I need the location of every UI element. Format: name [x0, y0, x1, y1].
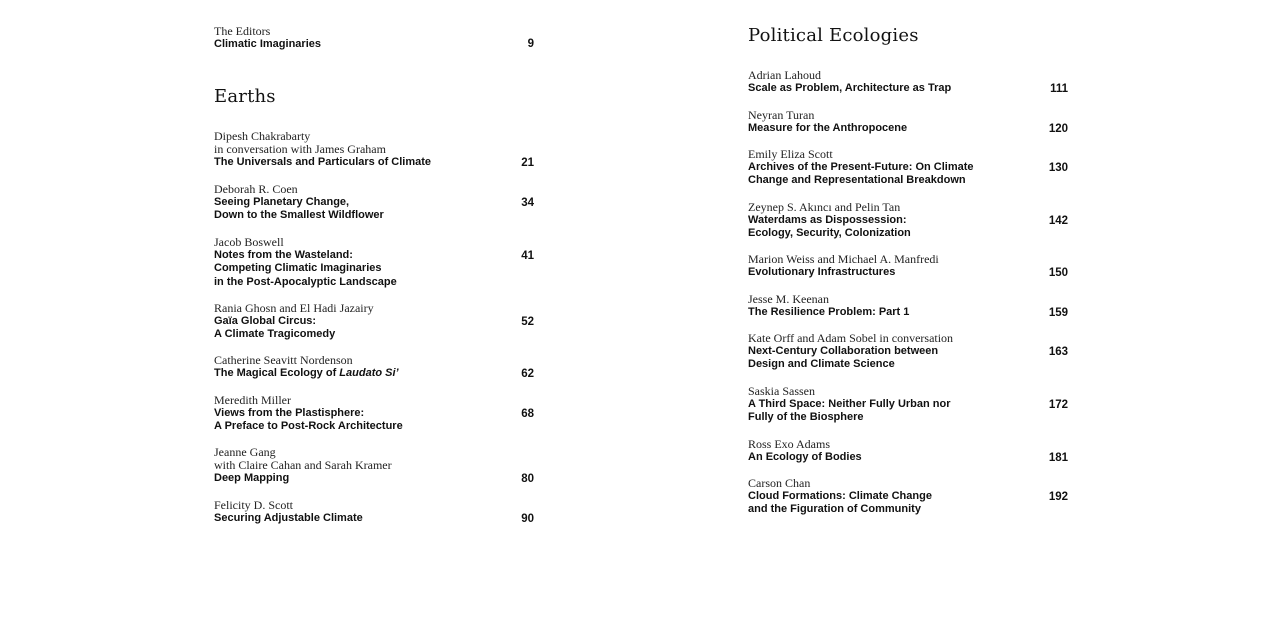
- toc-entry[interactable]: [214, 183, 534, 223]
- toc-entry[interactable]: [748, 69, 1068, 95]
- entry-title: Views from the Plastisphere: A Preface to Post-Rock Architecture: [214, 407, 403, 433]
- entry-page-number: 181: [1048, 452, 1068, 464]
- entry-authors: Saskia Sassen: [748, 384, 815, 398]
- entry-page-number: 90: [521, 513, 534, 525]
- entry-authors: Rania Ghosn and El Hadi Jazairy: [214, 301, 374, 315]
- entry-page-number: 172: [1048, 399, 1068, 411]
- entry-authors: Catherine Seavitt Nordenson: [214, 353, 353, 367]
- toc-entry[interactable]: [748, 201, 1068, 241]
- entry-page-number: 52: [521, 316, 534, 328]
- toc-entry[interactable]: [748, 477, 1068, 517]
- entry-page-number: 159: [1048, 307, 1068, 319]
- entry-title: Gaïa Global Circus: A Climate Tragicomedy: [214, 315, 336, 341]
- toc-entry[interactable]: [748, 293, 1068, 319]
- entry-authors: Kate Orff and Adam Sobel in conversation: [748, 331, 954, 345]
- entry-title: An Ecology of Bodies: [748, 451, 862, 464]
- toc-entry[interactable]: [214, 236, 534, 289]
- entry-page-number: 163: [1048, 346, 1068, 358]
- entry-authors: Jeanne Gang with Claire Cahan and Sarah Kramer: [214, 445, 392, 473]
- toc-entry[interactable]: [214, 499, 534, 525]
- entry-page-number: 80: [521, 473, 534, 485]
- toc-entry[interactable]: [748, 438, 1068, 464]
- entry-page-number: 150: [1048, 267, 1068, 279]
- entry-page-number: 9: [527, 38, 534, 50]
- entry-page-number: 62: [521, 368, 534, 380]
- entry-authors: Jesse M. Keenan: [748, 292, 829, 306]
- toc-entry[interactable]: [748, 253, 1068, 279]
- entry-title: Cloud Formations: Climate Change and the Figuration of Community: [748, 490, 932, 516]
- entry-title: Seeing Planetary Change, Down to the Smallest Wildflower: [214, 196, 384, 222]
- entry-title: A Third Space: Neither Fully Urban nor Fully of the Biosphere: [748, 398, 951, 424]
- entry-authors: Adrian Lahoud: [748, 68, 821, 82]
- entry-authors: Meredith Miller: [214, 393, 291, 407]
- entry-title: Evolutionary Infrastructures: [748, 266, 896, 279]
- toc-entry[interactable]: [748, 109, 1068, 135]
- entry-page-number: 21: [521, 157, 534, 169]
- entry-page-number: 41: [521, 250, 534, 262]
- entry-title: The Universals and Particulars of Climate: [214, 156, 432, 169]
- entry-title: Climatic Imaginaries: [214, 38, 321, 51]
- entry-title: Securing Adjustable Climate: [214, 512, 363, 525]
- entry-authors: Jacob Boswell: [214, 235, 284, 249]
- section-title-political-ecologies: Political Ecologies: [748, 25, 919, 46]
- entry-title: The Magical Ecology of Laudato Si’: [214, 367, 399, 380]
- entry-authors: Zeynep S. Akıncı and Pelin Tan: [748, 200, 901, 214]
- entry-title: The Resilience Problem: Part 1: [748, 306, 910, 319]
- entry-authors: The Editors: [214, 24, 271, 38]
- entry-title: Notes from the Wasteland: Competing Climatic Imaginaries in the Post-Apocalyptic Landscape: [214, 249, 397, 288]
- entry-authors: Emily Eliza Scott: [748, 147, 833, 161]
- entry-title: Next-Century Collaboration between Design and Climate Science: [748, 345, 939, 371]
- entry-authors: Marion Weiss and Michael A. Manfredi: [748, 252, 939, 266]
- toc-entry[interactable]: [748, 332, 1068, 372]
- entry-title: Scale as Problem, Architecture as Trap: [748, 82, 952, 95]
- toc-entry[interactable]: [748, 385, 1068, 425]
- entry-page-number: 192: [1048, 491, 1068, 503]
- toc-entry[interactable]: [748, 148, 1068, 188]
- entry-page-number: 111: [1050, 83, 1068, 95]
- entry-title: Archives of the Present-Future: On Climate Change and Representational Breakdown: [748, 161, 974, 187]
- entry-authors: Neyran Turan: [748, 108, 815, 122]
- entry-authors: Carson Chan: [748, 476, 811, 490]
- entry-authors: Deborah R. Coen: [214, 182, 298, 196]
- entry-page-number: 68: [521, 408, 534, 420]
- section-title-earths: Earths: [214, 86, 276, 107]
- entry-title: Deep Mapping: [214, 472, 290, 485]
- entry-authors: Felicity D. Scott: [214, 498, 293, 512]
- entry-page-number: 120: [1048, 123, 1068, 135]
- entry-title: Waterdams as Dispossession: Ecology, Security, Colonization: [748, 214, 911, 240]
- entry-page-number: 34: [521, 197, 534, 209]
- toc-entry[interactable]: [214, 302, 534, 342]
- toc-entry[interactable]: [214, 446, 534, 486]
- entry-page-number: 130: [1048, 162, 1068, 174]
- toc-entry[interactable]: [214, 130, 534, 170]
- entry-page-number: 142: [1048, 215, 1068, 227]
- entry-title: Measure for the Anthropocene: [748, 122, 908, 135]
- entry-authors: Ross Exo Adams: [748, 437, 831, 451]
- toc-entry[interactable]: [214, 354, 534, 380]
- entry-authors: Dipesh Chakrabarty in conversation with James Graham: [214, 129, 386, 157]
- toc-entry-intro[interactable]: [214, 25, 534, 51]
- toc-entry[interactable]: [214, 394, 534, 434]
